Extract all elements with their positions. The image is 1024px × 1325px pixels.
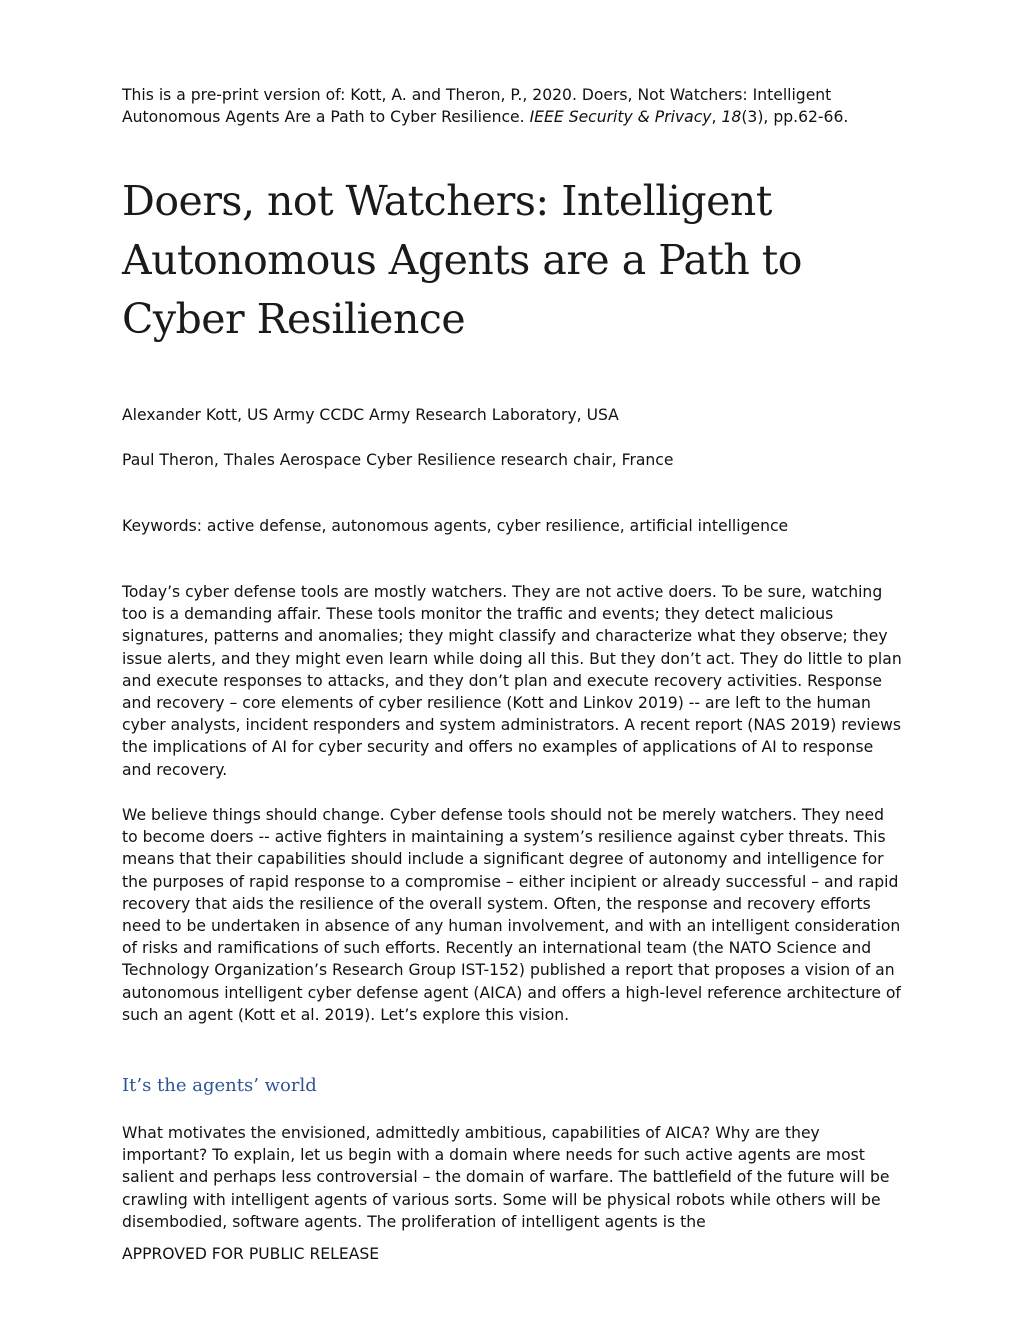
journal-name: IEEE Security & Privacy bbox=[529, 108, 712, 126]
body-paragraph-1: Today’s cyber defense tools are mostly watchers. They are not active doers. To be sure, watching too is a demanding affair. These tools monitor the traffic and events; they detect malicious signatures, patterns and anomalies; they might classify and characterize what they observe; they issue alerts, and they might even learn while doing all this. But they don’t act. They do little to plan and execute responses to attacks, and they don’t plan and execute recovery activities. Response and recovery – core elements of cyber resilience (Kott and Linkov 2019) -- are left to the human cyber analysts, incident responders and system administrators. A recent report (NAS 2019) reviews the implications of AI for cyber security and offers no examples of applications of AI to response and recovery. bbox=[122, 583, 902, 779]
citation-separator: , bbox=[711, 108, 722, 126]
citation-prefix: This is a pre-print version of: Kott, A. and Theron, P., 2020. Doers, Not Watchers: Intelligent Autonomous Agents Are a Path to Cyber Resilience. bbox=[122, 86, 832, 126]
citation-suffix: (3), pp.62-66. bbox=[741, 108, 849, 126]
journal-volume: 18 bbox=[721, 108, 742, 126]
body-paragraph-2: We believe things should change. Cyber defense tools should not be merely watchers. They need to become doers -- active fighters in maintaining a system’s resilience against cyber threats. This means that their capabilities should include a significant degree of autonomy and intelligence for the purposes of rapid response to a compromise – either incipient or already successful – and rapid recovery that aids the resilience of the overall system. Often, the response and recovery efforts need to be undertaken in absence of any human involvement, and with an intelligent consideration of risks and ramifications of such efforts. Recently an international team (the NATO Science and Technology Organization’s Research Group IST-152) published a report that proposes a vision of an autonomous intelligent cyber defense agent (AICA) and offers a high-level reference architecture of such an agent (Kott et al. 2019). Let’s explore this vision. bbox=[122, 806, 901, 1024]
author-affiliation-1: Alexander Kott, US Army CCDC Army Research Laboratory, USA bbox=[122, 406, 619, 424]
author-affiliation-2: Paul Theron, Thales Aerospace Cyber Resilience research chair, France bbox=[122, 451, 674, 469]
paper-title: Doers, not Watchers: Intelligent Autonomous Agents are a Path to Cyber Resilience bbox=[122, 177, 802, 343]
release-footer: APPROVED FOR PUBLIC RELEASE bbox=[122, 1245, 380, 1263]
section-heading: It’s the agents’ world bbox=[122, 1075, 317, 1096]
preprint-citation bbox=[122, 84, 904, 128]
keywords-line: Keywords: active defense, autonomous agents, cyber resilience, artificial intelligence bbox=[122, 517, 789, 535]
section-paragraph: What motivates the envisioned, admittedly ambitious, capabilities of AICA? Why are they important? To explain, let us begin with a domain where needs for such active agents are most salient and perhaps less controversial – the domain of warfare. The battlefield of the future will be crawling with intelligent agents of various sorts. Some will be physical robots while others will be disembodied, software agents. The proliferation of intelligent agents is the bbox=[122, 1124, 890, 1231]
